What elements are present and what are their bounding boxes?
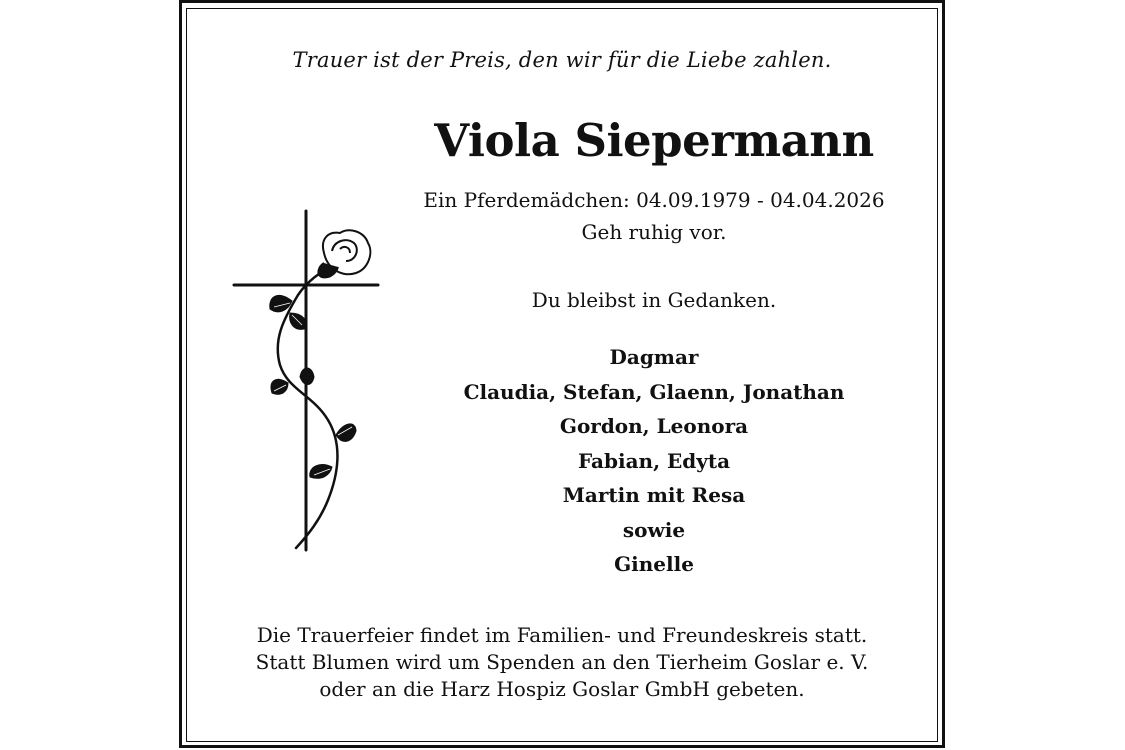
closing-line: oder an die Harz Hospiz Goslar GmbH gebeten. — [319, 677, 805, 701]
mourner-line: sowie — [622, 517, 686, 542]
mourner-line: Claudia, Stefan, Glaenn, Jonathan — [463, 379, 845, 404]
cross-with-rose-icon — [228, 205, 388, 560]
closing-line: Die Trauerfeier findet im Familien- und Freundeskreis statt. — [256, 623, 868, 647]
closing-line: Statt Blumen wird um Spenden an den Tierheim Goslar e. V. — [255, 650, 869, 674]
mourners-list — [400, 340, 908, 582]
farewell-line: Geh ruhig vor. — [581, 220, 727, 244]
mourner-line: Gordon, Leonora — [559, 414, 749, 438]
memory-line: Du bleibst in Gedanken. — [531, 288, 777, 312]
closing-text — [186, 622, 938, 703]
dates-line: Ein Pferdemädchen: 04.09.1979 - 04.04.2026 — [423, 188, 885, 212]
mourner-line: Fabian, Edyta — [577, 448, 731, 473]
deceased-name: Viola Siepermann — [434, 114, 874, 167]
motto-quote: Trauer ist der Preis, den wir für die Liebe zahlen. — [292, 48, 832, 72]
mourner-line: Dagmar — [609, 345, 699, 369]
mourner-line: Ginelle — [614, 552, 694, 576]
mourner-line: Martin mit Resa — [562, 483, 746, 507]
